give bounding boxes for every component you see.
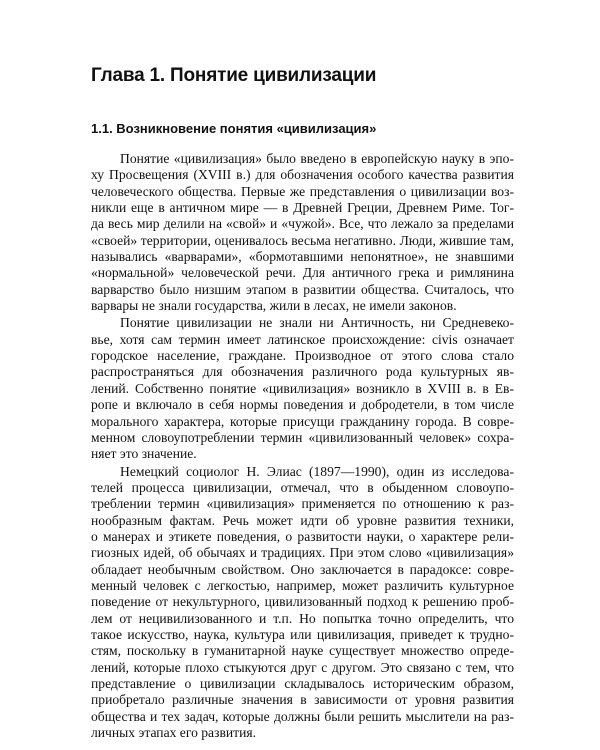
text-line: о манерах и этикете поведения, о развитости науки, о характере рели- xyxy=(91,528,514,544)
text-line: назывались «варварами», «бормотавшими непонятное», не знавшими xyxy=(91,249,514,265)
text-line: такое искусство, наука, культура или цивилизация, приведет к трудно- xyxy=(91,626,514,642)
text-line: обладает необычным свойством. Оно заключается в парадоксе: совре- xyxy=(91,561,514,577)
text-line: морального характера, которые присущи гражданину города. В совре- xyxy=(91,413,514,429)
section-title: 1.1. Возникновение понятия «цивилизация» xyxy=(91,121,377,136)
text-line: лений, которые плохо стыкуются друг с другом. Это связано с тем, что xyxy=(91,659,514,675)
paragraph-1 xyxy=(91,151,514,314)
text-line: нообразным фактам. Речь может идти об уровне развития техники, xyxy=(91,512,514,528)
text-line: гиозных идей, об обычаях и традициях. При этом слово «цивилизация» xyxy=(91,545,514,561)
chapter-title: Глава 1. Понятие цивилизации xyxy=(91,65,377,86)
body-text xyxy=(91,151,514,742)
text-line: представление о цивилизации складывалось историческим образом, xyxy=(91,676,514,691)
text-line: Понятие цивилизации не знали ни Античность, ни Средневеко- xyxy=(120,315,514,331)
text-line: лений. Собственно понятие «цивилизация» возникло в XVIII в. в Ев- xyxy=(91,380,514,396)
paragraph-2 xyxy=(91,315,514,462)
text-line: Немецкий социолог Н. Элиас (1897—1990), один из исследова- xyxy=(120,463,514,479)
text-line: вье, хотя сам термин имеет латинское происхождение: civis означает xyxy=(91,331,514,347)
text-line: няет это значение. xyxy=(91,446,197,462)
text-line: да весь мир делили на «свой» и «чужой». Все, что лежало за пределами xyxy=(91,216,514,232)
text-line: городское население, граждане. Производное от этого слова стало xyxy=(91,348,514,364)
text-line: приобретало различные значения в зависимости от уровня развития xyxy=(91,692,514,708)
text-line: варварство было низшим этапом в развитии общества. Считалось, что xyxy=(91,281,514,297)
text-line: общества и тех задач, которые должны были решить мыслители на раз- xyxy=(91,708,514,724)
paragraph-3 xyxy=(91,464,514,742)
text-line: «своей» территории, оценивалось весьма негативно. Люди, жившие там, xyxy=(91,232,514,248)
text-line: Понятие «цивилизация» было введено в европейскую науку в эпо- xyxy=(120,151,514,166)
text-line: поведение от некультурного, цивилизованный подход к решению проб- xyxy=(91,594,514,610)
text-line: распространяться для обозначения различного рода культурных яв- xyxy=(91,364,514,380)
text-line: ху Просвещения (XVIII в.) для обозначения особого качества развития xyxy=(91,167,514,183)
text-line: менном словоупотреблении термин «цивилизованный человек» сохра- xyxy=(91,429,514,445)
text-line: телей процесса цивилизации, отмечал, что в обыденном словоупо- xyxy=(91,479,514,495)
text-line: никли еще в античном мире — в Древней Греции, Древнем Риме. Тог- xyxy=(91,200,514,216)
text-line: варвары не знали государства, жили в лесах, не имели законов. xyxy=(91,298,457,314)
text-line: «нормальной» человеческой речи. Для античного грека и римлянина xyxy=(91,265,514,281)
text-line: менный человек с легкостью, например, может различить культурное xyxy=(91,577,514,593)
text-line: стям, поскольку в гуманитарной науке существует множество опреде- xyxy=(91,643,514,659)
text-line: ропе и включало в себя нормы поведения и добродетели, в том числе xyxy=(91,397,514,413)
text-line: личных этапах его развития. xyxy=(91,725,257,741)
text-line: треблении термин «цивилизация» применяется по отношению к раз- xyxy=(91,496,514,512)
text-line: лем от нецивилизованного и т.п. Но попытка точно определить, что xyxy=(91,610,514,626)
text-line: человеческого общества. Первые же представления о цивилизации воз- xyxy=(91,183,514,199)
